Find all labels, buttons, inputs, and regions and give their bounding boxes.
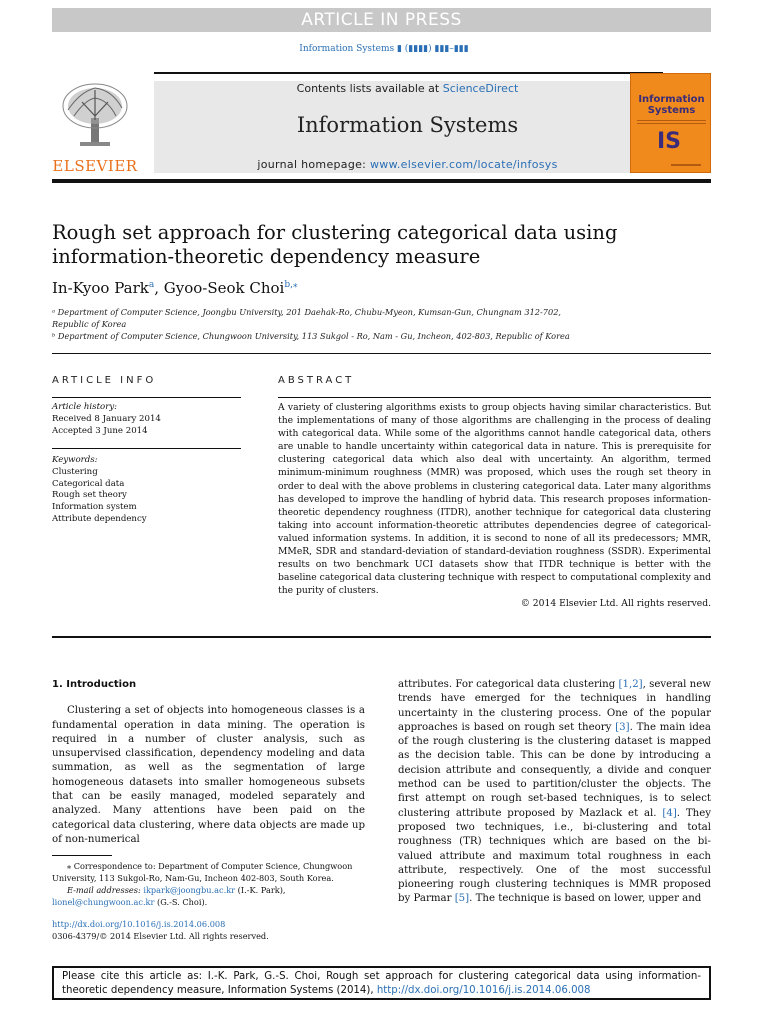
abstract-copyright: © 2014 Elsevier Ltd. All rights reserved. <box>520 598 711 609</box>
correspondence-text: ⁎ Correspondence to: Department of Computer Science, Chungwoon University, 113 Sukgol-Ro, Nam-Gu, Incheon 402-803, South Korea. <box>52 861 353 883</box>
keywords-label: Keywords: <box>52 455 98 465</box>
author-list <box>52 279 297 297</box>
header-divider <box>52 353 711 354</box>
citation-doi-link[interactable]: http://dx.doi.org/10.1016/j.is.2014.06.008 <box>376 985 591 996</box>
article-info-rule <box>52 397 241 398</box>
keyword: Attribute dependency <box>52 513 147 524</box>
body-left-column <box>52 678 365 847</box>
body-text: . The technique is based on lower, upper and <box>469 893 702 905</box>
cover-is-logo: IS <box>657 129 682 154</box>
author-affiliation-marker[interactable]: b,⁎ <box>284 280 298 290</box>
email-line <box>52 896 365 908</box>
body-text: . They proposed two techniques, i.e., bi-clustering and total roughness (TR) techniques which are based on the bi-valued attribute and maximum total roughness in each attribute, respectively. One of the most successful pioneering rough clustering techniques is MMR proposed by Parmar <box>398 807 711 905</box>
elsevier-wordmark: ELSEVIER <box>52 157 138 175</box>
citation-link[interactable]: [5] <box>454 893 470 905</box>
body-text: attributes. For categorical data clustering <box>398 679 619 690</box>
email-owner: (G.-S. Choi). <box>154 897 208 907</box>
elsevier-tree-icon <box>60 80 130 150</box>
citation-notice-box <box>52 966 711 1000</box>
correspondence-footnote <box>52 860 365 908</box>
history-label: Article history: <box>52 402 118 412</box>
citation-link[interactable]: [3] <box>615 721 630 733</box>
abstract-rule <box>278 397 711 398</box>
journal-masthead <box>52 72 711 184</box>
cover-title <box>635 94 708 116</box>
keywords-rule <box>52 448 241 449</box>
homepage-prefix: journal homepage: <box>257 158 370 171</box>
email-link[interactable]: ikpark@joongbu.ac.kr <box>143 885 236 895</box>
sciencedirect-link[interactable]: ScienceDirect <box>442 82 519 95</box>
email-owner: (I.-K. Park), <box>235 885 286 895</box>
masthead-top-rule <box>154 72 663 74</box>
keyword: Categorical data <box>52 478 125 489</box>
accepted-date: Accepted 3 June 2014 <box>52 425 148 436</box>
cover-title-line2: Systems <box>647 105 696 116</box>
intro-paragraph: Clustering a set of objects into homogeneous classes is a fundamental operation in data mining. The operation is required in a number of cluster analysis, such as unsupervised classification, dependency modeling and data summation, as well as the segmentation of large homogeneous datasets into smaller homogeneous subsets that can be easily managed, modeled separately and analyzed. Many attentions have been paid on the categorical data clustering, where data objects are made up of non-numerical <box>52 705 365 845</box>
email-link[interactable]: lionel@chungwoon.ac.kr <box>52 897 155 907</box>
keyword: Information system <box>52 502 137 513</box>
masthead-bottom-rule <box>52 179 711 183</box>
keyword: Rough set theory <box>52 490 127 501</box>
article-in-press-banner: ARTICLE IN PRESS <box>52 8 711 32</box>
footnote-rule <box>52 855 112 856</box>
journal-cover-image[interactable] <box>630 73 711 173</box>
email-line <box>52 884 365 896</box>
article-info-heading: ARTICLE INFO <box>52 375 157 386</box>
contents-line <box>154 82 661 95</box>
citation-link[interactable]: [4] <box>662 807 677 819</box>
affiliation-b: ᵇ Department of Computer Science, Chungwoon University, 113 Sukgol - Ro, Nam - Gu, Incheon, 402-803, Republic of Korea <box>52 331 570 341</box>
cover-footer-mark <box>671 164 701 166</box>
author-affiliation-marker[interactable]: a <box>148 280 155 290</box>
cover-divider <box>637 120 706 124</box>
homepage-link[interactable]: www.elsevier.com/locate/infosys <box>370 158 558 171</box>
author-name: Gyoo-Seok Choi <box>163 279 285 297</box>
issn-line: 0306-4379/© 2014 Elsevier Ltd. All rights reserved. <box>52 931 269 941</box>
doi-link[interactable]: http://dx.doi.org/10.1016/j.is.2014.06.008 <box>52 919 226 929</box>
author-separator: , <box>154 279 164 297</box>
body-text: . The main idea of the rough clustering is the clustering dataset is mapped as the decision table. This can be done by introducing a decision attribute and consequently, a divide and conquer method can be used to partition/cluster the objects. The first attempt on rough set-based techniques, is to select clustering attribute proposed by Mazlack et al. <box>398 721 711 819</box>
citation-notice-text: Please cite this article as: I.-K. Park, G.-S. Choi, Rough set approach for clustering categorical data using information-theoretic dependency measure, Information Systems (2014), <box>62 971 701 996</box>
body-right-column <box>398 678 711 907</box>
received-date: Received 8 January 2014 <box>52 413 161 424</box>
elsevier-logo[interactable] <box>52 80 138 174</box>
keywords-block <box>52 455 147 526</box>
email-label: E-mail addresses: <box>67 885 144 895</box>
abstract-text: A variety of clustering algorithms exists to group objects having similar characteristics. But the implementations of many of those algorithms are challenging in the process of dealing with categorical data. While some of the algorithms cannot handle categorical data, others are unable to handle uncertainty within categorical data in nature. This is prerequisite for clustering categorical data which also deal with uncertainty. An algorithm, termed minimum-minimum roughness (MMR) was proposed, which uses the rough set theory in order to deal with the above problems in clustering categorical data. Later many algorithms has developed to improve the handling of hybrid data. This research proposes information-theoretic dependency roughness (ITDR), another technique for categorical data clustering taking into account information-theoretic attributes dependencies degree of categorical-valued information systems. In addition, it is second to none of all its predecessors; MMR, MMeR, SDR and standard-deviation of standard-deviation roughness (SSDR). Experimental results on two benchmark UCI datasets show that ITDR technique is better with the baseline categorical data clustering technique with respect to computational complexity and the purity of clusters. <box>278 402 711 597</box>
abstract-divider <box>52 636 711 638</box>
journal-title: Information Systems <box>296 113 519 137</box>
abstract-heading: ABSTRACT <box>278 375 355 386</box>
section-heading-introduction: 1. Introduction <box>52 679 137 690</box>
body-text: , several new trends have emerged for the techniques in handling uncertainty in the clustering process. One of the popular approaches is based on rough set theory <box>398 679 711 733</box>
affiliation-a: ᵃ Department of Computer Science, Joongbu University, 201 Daehak-Ro, Chubu-Myeon, Kumsan-Gun, Chungnam 312-702, Republic of Korea <box>52 307 562 329</box>
cover-title-line1: Information <box>638 94 705 105</box>
citation-link[interactable]: [1,2] <box>618 679 643 690</box>
homepage-line <box>154 158 661 171</box>
journal-reference[interactable]: Information Systems ▮ (▮▮▮▮) ▮▮▮–▮▮▮ <box>299 44 469 54</box>
author-name: In-Kyoo Park <box>52 279 149 297</box>
article-history <box>52 402 161 437</box>
contents-prefix: Contents lists available at <box>296 82 443 95</box>
article-title: Rough set approach for clustering categorical data using information-theoretic dependency measure <box>52 221 618 268</box>
intro-paragraph-continued <box>398 678 711 907</box>
keyword: Clustering <box>52 466 98 477</box>
masthead-center <box>154 81 661 173</box>
